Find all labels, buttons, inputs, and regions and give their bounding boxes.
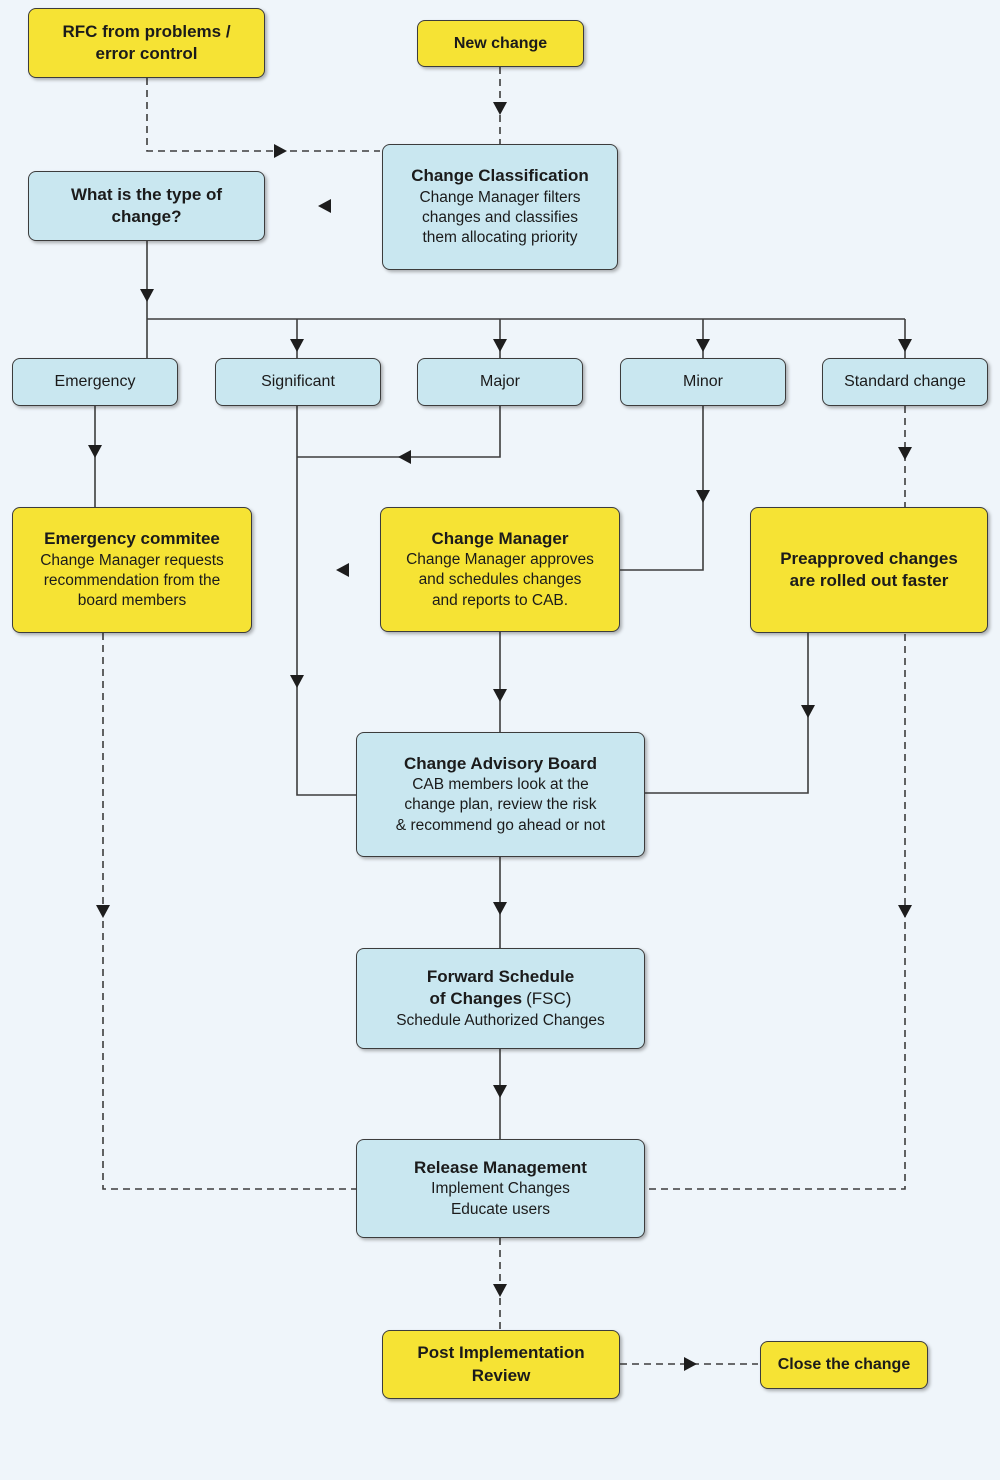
arrow-down-icon	[493, 339, 507, 352]
node-title-bold: of Changes	[429, 989, 523, 1009]
node-cab	[356, 732, 645, 857]
node-emergency-committee	[12, 507, 252, 633]
node-label: Minor	[682, 373, 723, 391]
node-emergency	[12, 358, 178, 406]
node-title: Release Management	[414, 1157, 587, 1177]
node-title: New change	[453, 34, 548, 52]
flow-rfc-to-classification	[147, 78, 380, 158]
flow-changemanager-to-cab	[493, 632, 507, 732]
arrow-down-icon	[696, 339, 710, 352]
node-change-manager	[380, 507, 620, 632]
node-preapproved	[750, 507, 988, 633]
node-title: Change Classification	[411, 166, 589, 186]
node-title: RFC from problems /	[62, 21, 231, 41]
node-type-question	[28, 171, 265, 241]
node-title: What is the type of	[70, 184, 223, 204]
flow-significant-to-cab	[290, 406, 356, 795]
node-minor	[620, 358, 786, 406]
node-title: Forward Schedule	[426, 966, 575, 986]
arrow-down-icon	[801, 705, 815, 718]
node-major	[417, 358, 583, 406]
flow-release-to-pir	[493, 1238, 507, 1330]
node-title: Close the change	[777, 1356, 911, 1374]
node-body-line: them allocating priority	[422, 229, 578, 247]
flow-changemanager-left	[336, 563, 349, 577]
arrow-down-icon	[493, 102, 507, 115]
node-body-line: Educate users	[450, 1200, 551, 1218]
flow-fsc-to-release	[493, 1049, 507, 1139]
node-body-line: Implement Changes	[431, 1180, 570, 1198]
node-change-classification	[382, 144, 618, 270]
node-body-line: changes and classifies	[422, 208, 578, 226]
arrow-down-icon	[493, 1085, 507, 1098]
flow-emergency-to-committee	[88, 406, 102, 507]
node-title: Preapproved changes	[780, 548, 958, 568]
node-label: Major	[479, 373, 520, 391]
node-label: Significant	[261, 373, 335, 391]
node-title: Review	[471, 1365, 531, 1385]
node-significant	[215, 358, 381, 406]
flow-committee-to-release	[96, 633, 356, 1189]
arrow-down-icon	[140, 289, 154, 302]
node-title	[430, 988, 572, 1010]
node-fsc	[356, 948, 645, 1049]
node-standard-change	[822, 358, 988, 406]
flow-classification-to-question	[318, 199, 331, 213]
node-body-line: CAB members look at the	[412, 776, 589, 794]
arrow-down-icon	[898, 905, 912, 918]
flow-pir-to-close	[620, 1357, 758, 1371]
arrow-down-icon	[96, 905, 110, 918]
node-title-regular: (FSC)	[526, 989, 572, 1009]
node-body-line: & recommend go ahead or not	[395, 816, 606, 834]
node-body-line: Change Manager approves	[406, 551, 594, 569]
node-label: Emergency	[54, 373, 136, 391]
arrow-down-icon	[493, 902, 507, 915]
flow-preapproved-to-cab	[645, 633, 815, 793]
arrow-down-icon	[898, 339, 912, 352]
arrow-down-icon	[290, 675, 304, 688]
node-title: change?	[111, 207, 182, 226]
node-body-line: and reports to CAB.	[431, 591, 569, 609]
arrow-left-icon	[318, 199, 331, 213]
node-body-line: board members	[77, 592, 187, 610]
arrow-down-icon	[493, 1284, 507, 1297]
arrow-down-icon	[290, 339, 304, 352]
node-body-line: Change Manager requests	[40, 551, 224, 569]
node-body-line: recommendation from the	[43, 571, 221, 589]
node-body-line: Schedule Authorized Changes	[396, 1011, 605, 1029]
node-label: Standard change	[844, 373, 966, 391]
node-new-change	[417, 20, 584, 67]
arrow-down-icon	[898, 447, 912, 460]
node-rfc	[28, 8, 265, 78]
node-title: error control	[95, 44, 198, 63]
node-pir	[382, 1330, 620, 1399]
node-body-line: and schedules changes	[418, 571, 582, 589]
arrow-right-icon	[274, 144, 287, 158]
flow-minor-to-changemanager	[620, 406, 710, 570]
arrow-left-icon	[398, 450, 411, 464]
flow-cab-to-fsc	[493, 857, 507, 948]
node-title: Emergency commitee	[44, 529, 220, 549]
node-title: are rolled out faster	[789, 571, 949, 590]
arrow-left-icon	[336, 563, 349, 577]
arrow-down-icon	[493, 689, 507, 702]
node-release-management	[356, 1139, 645, 1238]
node-title: Change Manager	[431, 528, 569, 548]
node-title: Post Implementation	[417, 1343, 585, 1363]
arrow-down-icon	[696, 490, 710, 503]
arrow-right-icon	[684, 1357, 697, 1371]
node-body-line: Change Manager filters	[419, 188, 581, 206]
flow-major-to-significant	[297, 406, 500, 464]
flow-newchange-to-classification	[493, 67, 507, 144]
node-body-line: change plan, review the risk	[404, 796, 597, 814]
node-title: Change Advisory Board	[403, 753, 598, 773]
node-close-change	[760, 1341, 928, 1389]
arrow-down-icon	[88, 445, 102, 458]
